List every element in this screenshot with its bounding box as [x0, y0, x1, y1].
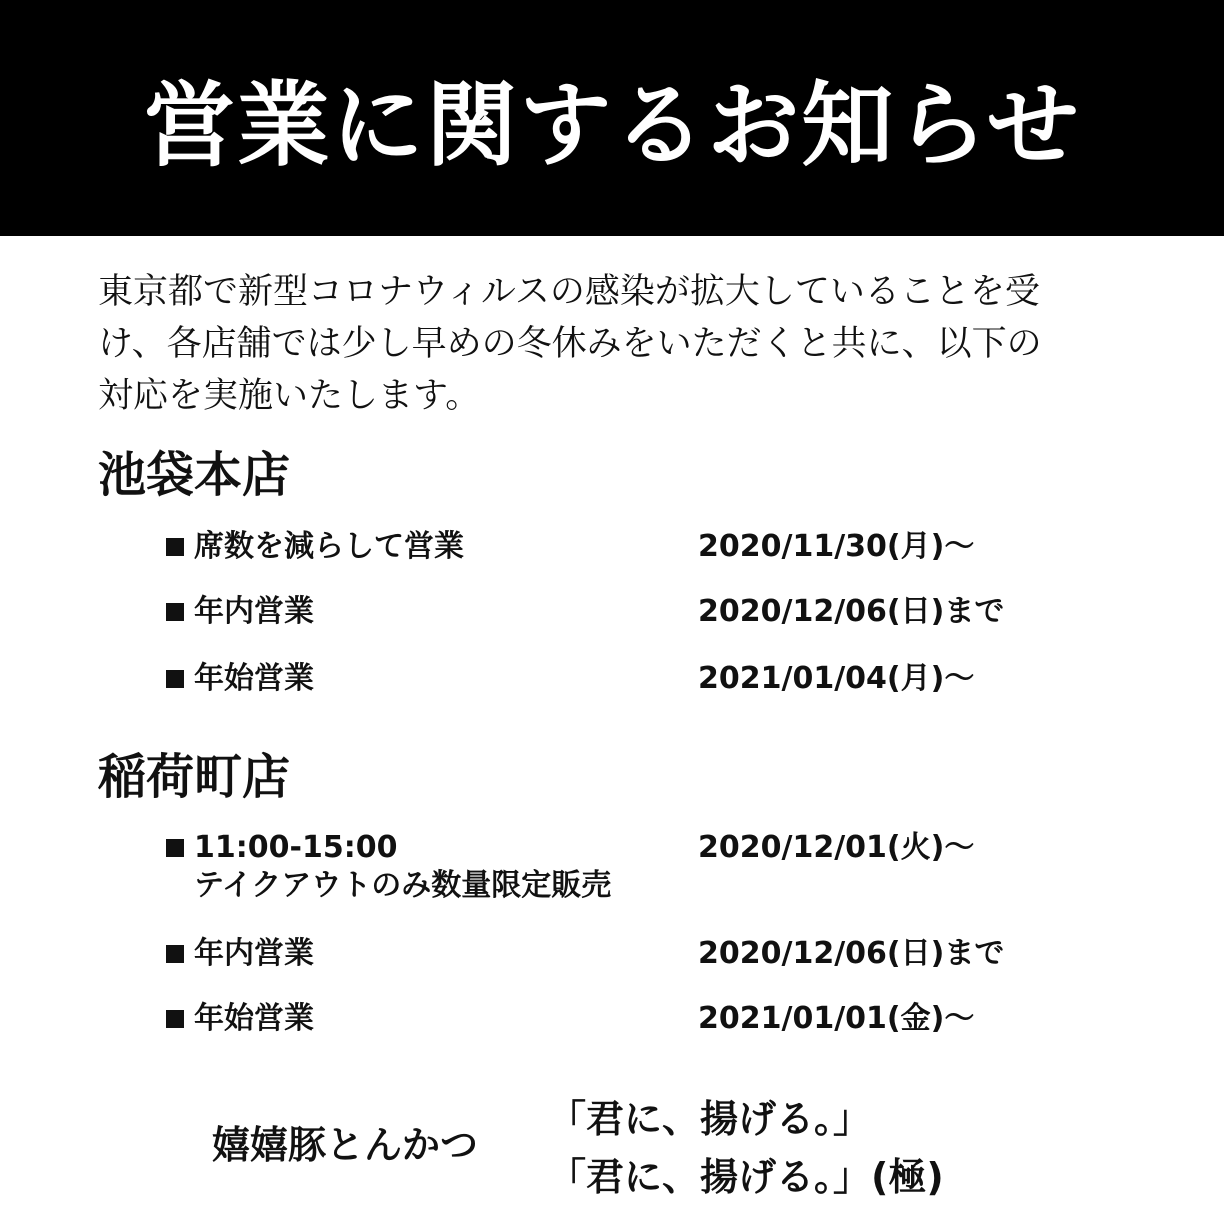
schedule-row — [166, 592, 1066, 632]
square-bullet-icon — [166, 839, 184, 857]
schedule-label: 年始営業 — [194, 1001, 314, 1036]
schedule-row — [166, 659, 1066, 699]
intro-text — [98, 266, 1138, 422]
schedule-date: 2020/12/01(火)～ — [698, 830, 975, 865]
schedule-label: 年始営業 — [194, 661, 314, 696]
square-bullet-icon — [166, 1010, 184, 1028]
brand-name: 嬉嬉豚とんかつ — [212, 1123, 479, 1167]
intro-line: 東京都で新型コロナウィルスの感染が拡大していることを受 — [98, 272, 1040, 312]
square-bullet-icon — [166, 945, 184, 963]
store-title-inaricho: 稲荷町店 — [98, 749, 291, 805]
intro-line: け、各店舗では少し早めの冬休みをいただくと共に、以下の — [98, 324, 1042, 364]
schedule-date: 2021/01/04(月)～ — [698, 661, 975, 696]
schedule-label: 年内営業 — [194, 594, 314, 629]
schedule-row — [166, 934, 1066, 974]
schedule-date: 2020/12/06(日)まで — [698, 936, 1005, 971]
schedule-label: 11:00-15:00 — [194, 830, 398, 865]
store-title-ikebukuro: 池袋本店 — [98, 447, 291, 503]
schedule-row — [166, 999, 1066, 1039]
schedule-label: 年内営業 — [194, 936, 314, 971]
schedule-label-detail: テイクアウトのみ数量限定販売 — [194, 868, 612, 903]
header-banner — [0, 0, 1224, 236]
intro-line: 対応を実施いたします。 — [98, 376, 481, 416]
schedule-row — [166, 828, 1066, 908]
page-title: 営業に関するお知らせ — [143, 72, 1081, 179]
schedule-date: 2021/01/01(金)～ — [698, 1001, 975, 1036]
schedule-label: 席数を減らして営業 — [194, 529, 464, 564]
square-bullet-icon — [166, 538, 184, 556]
slogan-line: 「君に、揚げる。」 — [548, 1097, 872, 1141]
schedule-row — [166, 527, 1066, 567]
slogan-line: 「君に、揚げる。」(極) — [548, 1155, 944, 1199]
schedule-date: 2020/11/30(月)～ — [698, 529, 975, 564]
schedule-date: 2020/12/06(日)まで — [698, 594, 1005, 629]
square-bullet-icon — [166, 603, 184, 621]
square-bullet-icon — [166, 670, 184, 688]
